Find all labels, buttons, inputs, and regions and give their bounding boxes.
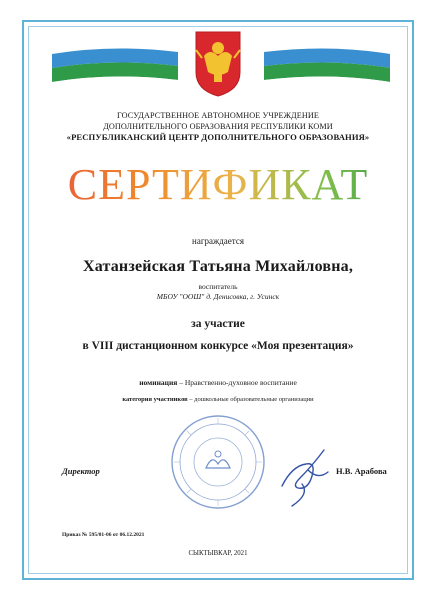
contest-name: в VIII дистанционном конкурсе «Моя презентация» bbox=[82, 340, 354, 352]
recipient-school: МБОУ "ООШ" д. Денисовка, г. Усинск bbox=[156, 292, 280, 301]
nomination-label: номинация bbox=[139, 378, 178, 387]
org-line-2: ДОПОЛНИТЕЛЬНОГО ОБРАЗОВАНИЯ РЕСПУБЛИКИ КОМИ bbox=[103, 122, 333, 131]
order-number: Приказ № 595/01-06 от 06.12.2021 bbox=[62, 532, 145, 538]
official-seal-icon bbox=[166, 412, 270, 512]
flag-left-icon bbox=[52, 44, 178, 96]
signatory-title: Директор bbox=[62, 466, 100, 476]
org-line-3: «РЕСПУБЛИКАНСКИЙ ЦЕНТР ДОПОЛНИТЕЛЬНОГО ОБРАЗОВАНИЯ» bbox=[66, 132, 370, 142]
recipient-name: Хатанзейская Татьяна Михайловна, bbox=[82, 258, 354, 275]
participation-text: за участие bbox=[191, 318, 245, 330]
nomination-value: – Нравственно-духовное воспитание bbox=[177, 378, 297, 387]
certificate-title: СЕРТИФИКАТ bbox=[40, 160, 396, 210]
city-year: СЫКТЫВКАР, 2021 bbox=[188, 550, 248, 557]
nomination-line bbox=[40, 378, 396, 387]
flag-right-icon bbox=[264, 44, 390, 96]
category-line bbox=[40, 396, 396, 403]
coat-of-arms-icon bbox=[192, 28, 244, 98]
awarded-text: награждается bbox=[192, 236, 244, 246]
category-value: – дошкольные образовательные организации bbox=[187, 396, 314, 403]
signatory-name: Н.В. Арабова bbox=[336, 466, 387, 476]
category-label: категория участников bbox=[122, 396, 188, 403]
org-line-1: ГОСУДАРСТВЕННОЕ АВТОНОМНОЕ УЧРЕЖДЕНИЕ bbox=[117, 111, 319, 120]
recipient-position: воспитатель bbox=[198, 282, 238, 291]
signature-image bbox=[272, 436, 336, 512]
